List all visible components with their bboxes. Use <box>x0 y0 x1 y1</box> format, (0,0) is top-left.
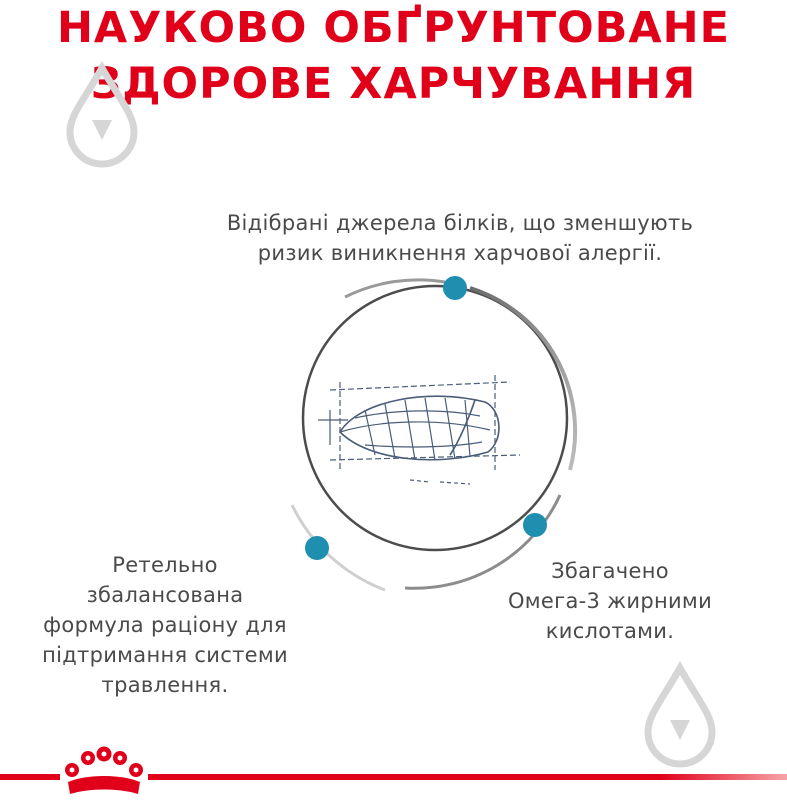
benefit-line: кислотами. <box>545 619 675 643</box>
benefit-line: збалансована <box>86 583 244 607</box>
heading-line-2: ЗДОРОВЕ ХАРЧУВАННЯ <box>90 59 697 109</box>
benefit-line: Омега-3 жирними <box>507 589 713 613</box>
benefit-omega-3 <box>505 556 715 646</box>
outer-arc-right <box>470 288 575 470</box>
royal-canin-crown-logo <box>58 742 150 800</box>
benefit-line: формула раціону для <box>43 613 287 637</box>
watermark-icon <box>62 60 142 170</box>
footer-line-left <box>0 774 60 780</box>
footer-line-right <box>148 774 787 780</box>
watermark-icon <box>640 660 720 770</box>
benefit-balanced-formula <box>30 550 300 700</box>
benefit-line: Ретельно <box>112 553 218 577</box>
benefit-line: ризик виникнення харчової алергії. <box>257 241 663 265</box>
outer-arc-top-left <box>345 280 445 297</box>
benefit-line: підтримання системи <box>42 643 288 667</box>
kibble-illustration <box>270 270 580 600</box>
benefit-protein-sources <box>180 208 740 268</box>
heading-line-1: НАУКОВО ОБҐРУНТОВАНЕ <box>56 3 731 53</box>
benefit-dot-left <box>305 536 329 560</box>
inner-ring <box>303 286 567 550</box>
benefit-line: Відібрані джерела білків, що зменшують <box>226 211 694 235</box>
benefit-line: Збагачено <box>551 559 669 583</box>
benefit-dot-right <box>523 513 547 537</box>
kibble-sketch-icon <box>318 375 520 484</box>
benefit-line: травлення. <box>101 673 229 697</box>
benefit-dot-top <box>443 276 467 300</box>
